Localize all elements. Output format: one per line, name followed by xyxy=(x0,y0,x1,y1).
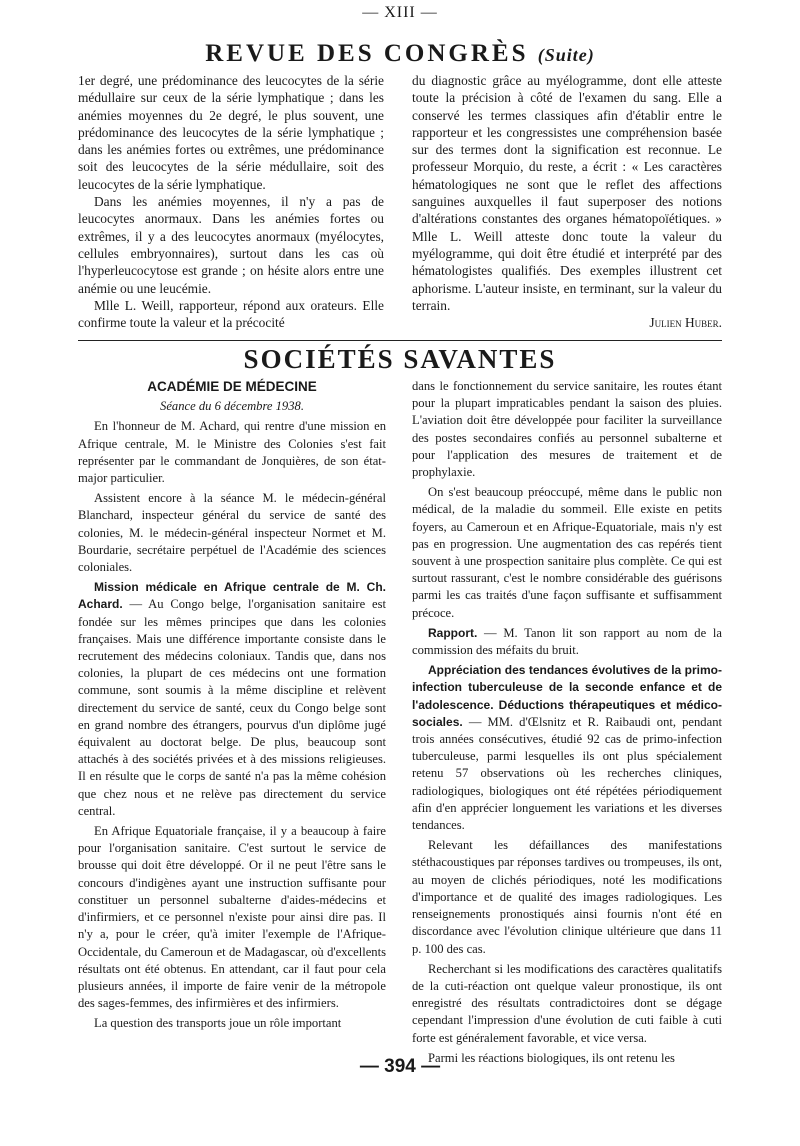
rapport-heading: Rapport. xyxy=(428,625,478,640)
societes-left-p1: En l'honneur de M. Achard, qui rentre d'une mission en Afrique centrale, M. le Ministre des Colonies s'est fait représenter par le commandant de Jonquières, de son état-major particulier. xyxy=(78,419,386,486)
section-divider xyxy=(78,340,722,341)
societes-right-p5: Relevant les défaillances des manifestations stéthacoustiques par réponses tardives ou trompeuses, ils ont, au moyen de clichés périodiques, noté les modifications d'importance et de qualité des images radiologiques. Les renseignements pronostiqués ainsi fournis n'ont été en discordance avec l'évolution clinique ultérieure que dans 11 p. 100 des cas. xyxy=(412,838,722,956)
societes-right-p1: dans le fonctionnement du service sanitaire, les routes étant pour la plupart impraticables pendant la saison des pluies. L'aviation doit être développée pour faciliter la surveillance des postes secondaires confiés au personnel subalterne et pour l'application des mesures de traitement et de prophylaxie. xyxy=(412,379,722,480)
societes-right-p2: On s'est beaucoup préoccupé, même dans le public non médical, de la maladie du sommeil. Elle existe en petits foyers, au Cameroun et en Afrique-Equatoriale, mais n'y est pas en progression. Une augmentation des cas repérés tient souvent à une prospection sanitaire plus complète. Ce qui est surtout rassurant, c'est le nombre considérable des guérisons parmi les cas traités d'une façon suffisante et suffisamment précoce. xyxy=(412,485,722,620)
revue-left-p1: 1er degré, une prédominance des leucocytes de la série médullaire sur ceux de la série lymphatique ; dans les anémies moyennes du 2e degré, le plus souvent, une prédominance des leucocytes de la série lymphatique ; dans les anémies fortes ou extrêmes, une prédominance soit des leucocytes de la série médullaire, soit des leucocytes de la série lymphatique. xyxy=(78,73,384,192)
tuberculose-heading: Appréciation des tendances évolutives de la primo-infection tuberculeuse de la seconde enfance et de l'adolescence. Déductions thérapeutiques et médico-sociales. xyxy=(412,663,722,729)
revue-left-p2: Dans les anémies moyennes, il n'y a pas de leucocytes anormaux. Dans les anémies fortes ou extrêmes, il y a des leucocytes anormaux (myélocytes, cellules embryonnaires), surtout dans les cas où l'hyperleucocytose est grande ; on hésite alors entre une anémie ou une leucémie. xyxy=(78,194,384,296)
societes-left-p4: En Afrique Equatoriale française, il y a beaucoup à faire pour l'organisation sanitaire. C'est surtout le service de brousse qui doit être développé. Or il ne peut l'être sans le concours d'indigènes ayant une instruction suffisante pour constituer un personnel subalterne d'aides-médecins et d'infirmiers, et ce personnel n'existe pour ainsi dire pas. Il n'y a, pour le créer, qu'à imiter l'exemple de l'Afrique-Occidentale, du Cameroun et de Madagascar, où d'excellents résultats ont été obtenus. En attendant, car il faut pour cela plusieurs années, il importe de faire venir de la métropole des sages-femmes, des infirmières et des infirmiers. xyxy=(78,824,386,1011)
societes-right-p3 xyxy=(412,625,722,659)
section-title-suffix: (Suite) xyxy=(537,45,595,65)
societes-right-p6: Recherchant si les modifications des caractères qualitatifs de la cuti-réaction ont quelque valeur pronostique, ils ont enregistré des résultats contradictoires dont se dégage cependant l'impression d'une évolution de cuti faible à cuti forte est généralement favorable, et vice versa. xyxy=(412,961,722,1045)
session-date: Séance du 6 décembre 1938. xyxy=(160,399,304,414)
revue-left-p3: Mlle L. Weill, rapporteur, répond aux orateurs. Elle confirme toute la valeur et la précocité xyxy=(78,297,384,331)
societes-right-p4 xyxy=(412,662,722,834)
section-title-societes: SOCIÉTÉS SAVANTES xyxy=(243,344,557,374)
mission-heading: Mission médicale en Afrique centrale de M. Ch. Achard. xyxy=(78,580,386,612)
roman-page-number: — XIII — xyxy=(362,4,438,21)
rapport-text: — M. Tanon lit son rapport au nom de la commission des méfaits du bruit. xyxy=(412,625,722,658)
signature: Julien Huber. xyxy=(649,315,722,331)
societes-left-p2: Assistent encore à la séance M. le médecin-général Blanchard, inspecteur général du service de santé des colonies, M. le médecin-général inspecteur Normet et M. Bourdarie, secrétaire perpétuel de l'Académie des sciences coloniales. xyxy=(78,491,386,575)
tuberculose-text: — MM. d'Œlsnitz et R. Raibaudi ont, pendant trois années consécutives, étudié 92 cas de primo-infection tuberculeuse, parmi lesquelles ils ont plus spécialement retenu 57 observations où les recherches cliniques, radiologiques, biologiques ont été répétées périodiquement afin d'en apprécier longuement les variations et les diverses tendances. xyxy=(412,714,722,833)
societes-left-column xyxy=(78,378,386,1036)
revue-right-p1: du diagnostic grâce au myélogramme, dont elle atteste toute la précision à côté de l'examen du sang. Elle a conservé les termes classiques afin d'établir entre le rapporteur et les congressistes une compréhension basée sur des termes dont la signification est reconnue. Le professeur Morquio, du reste, a écrit : « Les caractères hématologiques ne sont que le reflet des affections sanguines auxquelles il faut superposer des notions d'altérations constantes des organes hématopoïétiques. » Mlle L. Weill atteste donc toute la valeur du myélogramme, qui doit être étudié et interprété par des hématologistes qualifiés. Des exemples illustrent cet aphorisme. L'auteur insiste, en terminant, sur la valeur du terrain. xyxy=(412,73,722,313)
societes-right-column xyxy=(412,378,722,1070)
page-number: — 394 — xyxy=(359,1056,441,1077)
mission-text: — Au Congo belge, l'organisation sanitaire est fondée sur les mêmes principes que dans les colonies françaises. Mais une différence importante consiste dans le recrutement des médecins coloniaux. Tandis que, dans nos colonies, la plupart de ces médecins ont une formation commune, sont soumis à la même discipline et relèvent directement du service de santé, ceux du Congo belge sont en grand nombre des étrangers, pourvus d'un diplôme jugé équivalent au doctorat belge. De plus, beaucoup sont attachés à des sociétés privées et à des missions religieuses. Il en résulte que le corps de santé n'a pas la même cohésion que chez nous et ne relève pas directement du service central. xyxy=(78,597,386,818)
societes-right-p7: Parmi les réactions biologiques, ils ont retenu les xyxy=(428,1050,675,1065)
academy-heading: ACADÉMIE DE MÉDECINE xyxy=(147,379,317,394)
revue-left-column xyxy=(78,72,384,331)
societes-left-p5: La question des transports joue un rôle important xyxy=(94,1016,342,1031)
section-title-text: REVUE DES CONGRÈS xyxy=(205,40,529,67)
section-title-revue xyxy=(0,40,800,68)
societes-left-p3 xyxy=(78,579,386,820)
revue-right-column xyxy=(412,72,722,331)
